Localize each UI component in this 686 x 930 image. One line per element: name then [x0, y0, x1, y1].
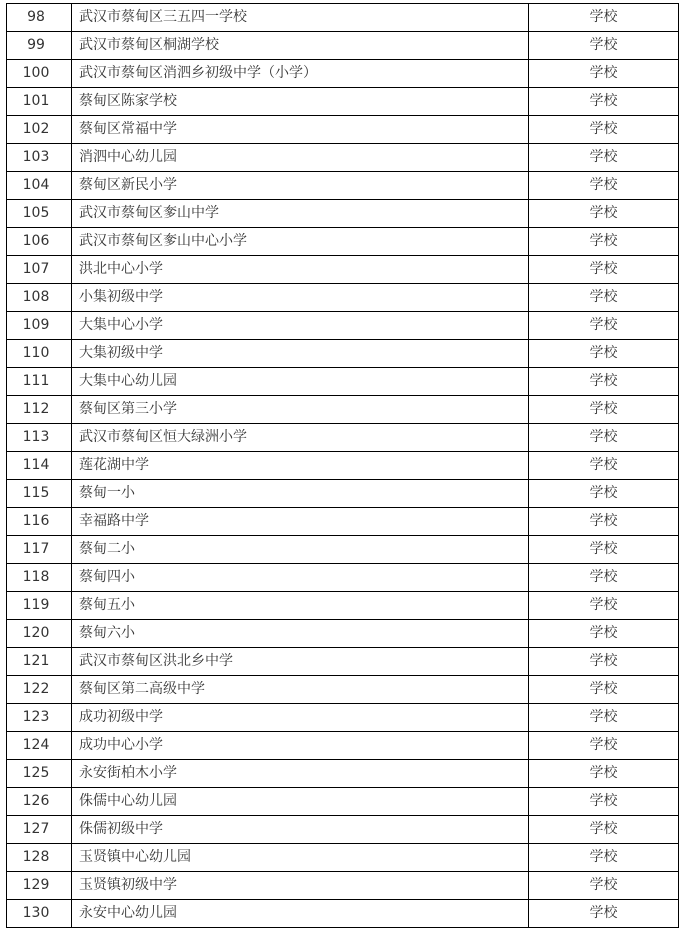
row-number-cell: 113 [7, 424, 72, 452]
table-row [7, 844, 679, 872]
school-name-cell: 武汉市蔡甸区恒大绿洲小学 [72, 424, 529, 452]
school-name-cell: 蔡甸六小 [72, 620, 529, 648]
category-cell: 学校 [529, 424, 679, 452]
category-cell: 学校 [529, 60, 679, 88]
row-number-cell: 110 [7, 340, 72, 368]
row-number-cell: 129 [7, 872, 72, 900]
table-row [7, 368, 679, 396]
table-row [7, 340, 679, 368]
category-cell: 学校 [529, 312, 679, 340]
school-name-cell: 蔡甸区新民小学 [72, 172, 529, 200]
row-number-cell: 102 [7, 116, 72, 144]
category-cell: 学校 [529, 620, 679, 648]
school-name-cell: 大集中心小学 [72, 312, 529, 340]
category-cell: 学校 [529, 816, 679, 844]
table-row [7, 480, 679, 508]
row-number-cell: 109 [7, 312, 72, 340]
school-name-cell: 蔡甸五小 [72, 592, 529, 620]
row-number-cell: 104 [7, 172, 72, 200]
row-number-cell: 105 [7, 200, 72, 228]
row-number-cell: 106 [7, 228, 72, 256]
category-cell: 学校 [529, 228, 679, 256]
category-cell: 学校 [529, 648, 679, 676]
school-name-cell: 武汉市蔡甸区奓山中心小学 [72, 228, 529, 256]
row-number-cell: 114 [7, 452, 72, 480]
school-name-cell: 玉贤镇初级中学 [72, 872, 529, 900]
row-number-cell: 103 [7, 144, 72, 172]
school-name-cell: 莲花湖中学 [72, 452, 529, 480]
category-cell: 学校 [529, 340, 679, 368]
category-cell: 学校 [529, 872, 679, 900]
table-row [7, 4, 679, 32]
row-number-cell: 107 [7, 256, 72, 284]
row-number-cell: 118 [7, 564, 72, 592]
category-cell: 学校 [529, 116, 679, 144]
row-number-cell: 116 [7, 508, 72, 536]
category-cell: 学校 [529, 284, 679, 312]
row-number-cell: 98 [7, 4, 72, 32]
table-row [7, 396, 679, 424]
table-row [7, 564, 679, 592]
row-number-cell: 121 [7, 648, 72, 676]
school-name-cell: 大集中心幼儿园 [72, 368, 529, 396]
school-name-cell: 小集初级中学 [72, 284, 529, 312]
category-cell: 学校 [529, 844, 679, 872]
row-number-cell: 117 [7, 536, 72, 564]
school-name-cell: 大集初级中学 [72, 340, 529, 368]
row-number-cell: 122 [7, 676, 72, 704]
table-row [7, 536, 679, 564]
table-row [7, 508, 679, 536]
school-name-cell: 武汉市蔡甸区三五四一学校 [72, 4, 529, 32]
category-cell: 学校 [529, 4, 679, 32]
school-name-cell: 武汉市蔡甸区消泗乡初级中学（小学） [72, 60, 529, 88]
category-cell: 学校 [529, 536, 679, 564]
table-row [7, 200, 679, 228]
table-row [7, 676, 679, 704]
table-row [7, 424, 679, 452]
school-table-container [6, 3, 679, 928]
category-cell: 学校 [529, 396, 679, 424]
category-cell: 学校 [529, 480, 679, 508]
category-cell: 学校 [529, 256, 679, 284]
school-name-cell: 蔡甸区第三小学 [72, 396, 529, 424]
row-number-cell: 108 [7, 284, 72, 312]
table-row [7, 312, 679, 340]
row-number-cell: 119 [7, 592, 72, 620]
category-cell: 学校 [529, 172, 679, 200]
school-name-cell: 洪北中心小学 [72, 256, 529, 284]
row-number-cell: 99 [7, 32, 72, 60]
category-cell: 学校 [529, 32, 679, 60]
school-name-cell: 蔡甸区陈家学校 [72, 88, 529, 116]
category-cell: 学校 [529, 760, 679, 788]
table-row [7, 116, 679, 144]
table-row [7, 32, 679, 60]
school-name-cell: 幸福路中学 [72, 508, 529, 536]
category-cell: 学校 [529, 368, 679, 396]
school-name-cell: 蔡甸区常福中学 [72, 116, 529, 144]
table-row [7, 732, 679, 760]
category-cell: 学校 [529, 732, 679, 760]
table-row [7, 760, 679, 788]
school-name-cell: 侏儒中心幼儿园 [72, 788, 529, 816]
school-table [6, 3, 679, 928]
school-name-cell: 永安街柏木小学 [72, 760, 529, 788]
table-row [7, 88, 679, 116]
category-cell: 学校 [529, 508, 679, 536]
row-number-cell: 115 [7, 480, 72, 508]
row-number-cell: 120 [7, 620, 72, 648]
table-row [7, 788, 679, 816]
row-number-cell: 124 [7, 732, 72, 760]
school-name-cell: 蔡甸一小 [72, 480, 529, 508]
table-row [7, 172, 679, 200]
school-name-cell: 武汉市蔡甸区桐湖学校 [72, 32, 529, 60]
row-number-cell: 127 [7, 816, 72, 844]
table-row [7, 872, 679, 900]
category-cell: 学校 [529, 788, 679, 816]
school-name-cell: 蔡甸二小 [72, 536, 529, 564]
table-row [7, 256, 679, 284]
school-name-cell: 永安中心幼儿园 [72, 900, 529, 928]
category-cell: 学校 [529, 676, 679, 704]
table-row [7, 144, 679, 172]
row-number-cell: 123 [7, 704, 72, 732]
school-name-cell: 蔡甸区第二高级中学 [72, 676, 529, 704]
category-cell: 学校 [529, 592, 679, 620]
row-number-cell: 128 [7, 844, 72, 872]
row-number-cell: 111 [7, 368, 72, 396]
school-name-cell: 武汉市蔡甸区洪北乡中学 [72, 648, 529, 676]
row-number-cell: 112 [7, 396, 72, 424]
row-number-cell: 100 [7, 60, 72, 88]
category-cell: 学校 [529, 144, 679, 172]
table-row [7, 620, 679, 648]
table-row [7, 900, 679, 928]
row-number-cell: 101 [7, 88, 72, 116]
school-name-cell: 玉贤镇中心幼儿园 [72, 844, 529, 872]
table-row [7, 592, 679, 620]
school-name-cell: 蔡甸四小 [72, 564, 529, 592]
table-row [7, 704, 679, 732]
category-cell: 学校 [529, 900, 679, 928]
table-row [7, 228, 679, 256]
table-row [7, 648, 679, 676]
table-row [7, 816, 679, 844]
table-row [7, 452, 679, 480]
table-body [7, 4, 679, 928]
school-name-cell: 成功中心小学 [72, 732, 529, 760]
row-number-cell: 130 [7, 900, 72, 928]
row-number-cell: 126 [7, 788, 72, 816]
table-row [7, 60, 679, 88]
school-name-cell: 武汉市蔡甸区奓山中学 [72, 200, 529, 228]
category-cell: 学校 [529, 88, 679, 116]
category-cell: 学校 [529, 200, 679, 228]
row-number-cell: 125 [7, 760, 72, 788]
category-cell: 学校 [529, 704, 679, 732]
category-cell: 学校 [529, 452, 679, 480]
school-name-cell: 消泗中心幼儿园 [72, 144, 529, 172]
school-name-cell: 侏儒初级中学 [72, 816, 529, 844]
school-name-cell: 成功初级中学 [72, 704, 529, 732]
table-row [7, 284, 679, 312]
category-cell: 学校 [529, 564, 679, 592]
